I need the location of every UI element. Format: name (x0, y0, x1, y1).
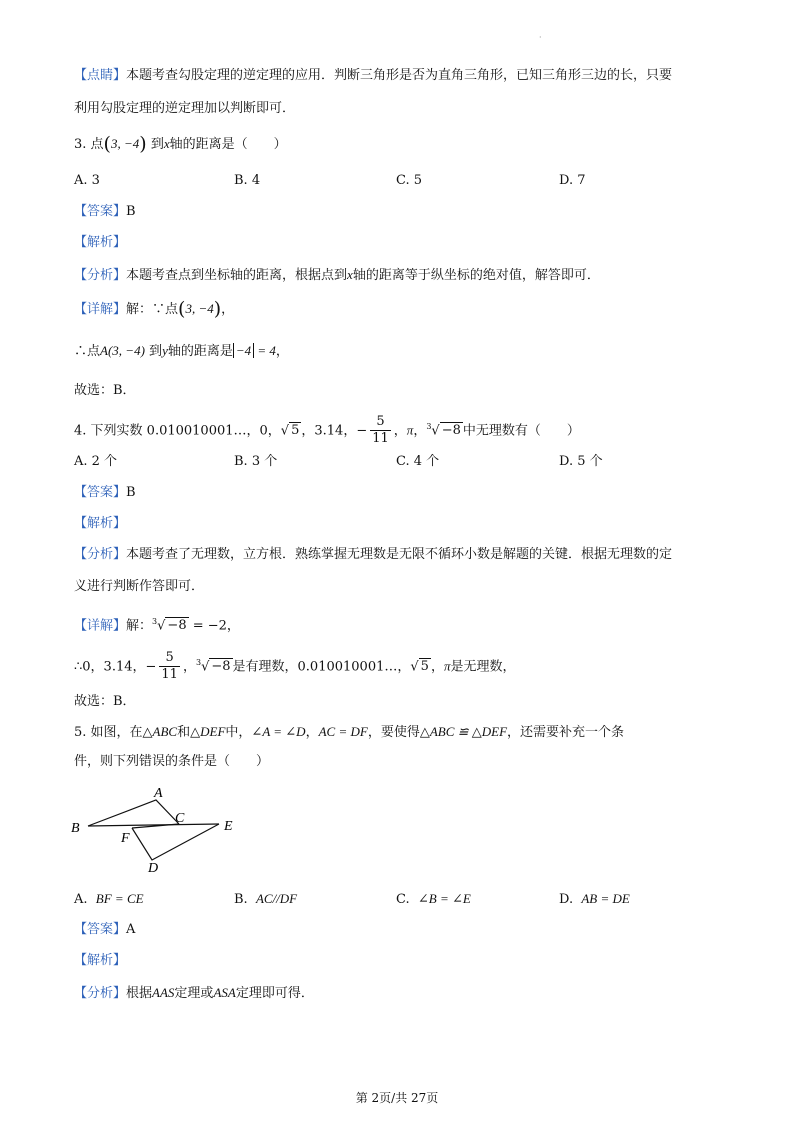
q4-option-c: C. 4 个 (396, 454, 440, 469)
label-c: C (175, 811, 185, 826)
q4-conclusion: ∴0，3.14，− $\frac{5}{11}$ ，$^3$√ −8 是有理数，0.010010001…，√ 5 ，π是无理数， (74, 650, 516, 683)
q3-fenxi: 【分析】本题考查点到坐标轴的距离，根据点到x轴的距离等于纵坐标的绝对值，解答即可． (74, 267, 600, 283)
q5-stem-line1: 5. 如图，在△ABC和△DEF中，∠A = ∠D，AC = DF，要使得△ABC ≌ △DEF，还需要补充一个条 (74, 724, 625, 740)
label-a: A (154, 786, 163, 801)
q3-option-a: A. 3 (74, 173, 100, 188)
q5-analysis-tag: 【解析】 (74, 953, 127, 968)
q3-conclusion: ∴点A(3, −4) 到y轴的距离是 −4 = 4， (74, 343, 289, 359)
q5-stem-line2: 件，则下列错误的条件是（ ） (74, 754, 270, 769)
label-b: B (71, 821, 80, 836)
q5-option-d: D. AB = DE (559, 891, 630, 907)
q4-choose: 故选：B． (74, 694, 136, 709)
q4-analysis-tag: 【解析】 (74, 516, 127, 531)
triangle-def-sides (132, 824, 219, 860)
q4-stem: 4. 下列实数 0.010010001…，0，√ 5 ，3.14，− $\frac{5}{11}$ ，π，$^3$√ −8 中无理数有（ ） (74, 414, 580, 447)
q4-fenxi-line1: 【分析】本题考查了无理数，立方根．熟练掌握无理数是无限不循环小数是解题的关键．根据无理数的定 (74, 547, 673, 562)
q4-option-b: B. 3 个 (234, 454, 278, 469)
q3-option-c: C. 5 (396, 173, 423, 188)
q3-xiangjie: 【详解】解：∵点(3, −4)， (74, 298, 235, 320)
q3-analysis-tag: 【解析】 (74, 235, 127, 250)
q3-stem: 3. 点(3, −4) 到x轴的距离是（ ） (74, 133, 287, 155)
label-f: F (121, 831, 130, 846)
q4-answer: 【答案】B (74, 485, 136, 500)
q5-answer: 【答案】A (74, 922, 136, 937)
triangle-abc-sides (88, 800, 179, 826)
label-d: D (148, 861, 159, 876)
q5-fenxi: 【分析】根据AAS定理或ASA定理即可得． (74, 985, 314, 1001)
remark-tag: 【点睛】 (74, 68, 127, 83)
q4-option-d: D. 5 个 (559, 454, 603, 469)
triangle-diagram (68, 784, 248, 880)
q5-option-b: B. AC//DF (234, 891, 298, 907)
corner-mark: · (539, 33, 542, 42)
label-e: E (224, 819, 233, 834)
q3-option-b: B. 4 (234, 173, 261, 188)
q4-fenxi-line2: 义进行判断作答即可． (74, 579, 205, 594)
q4-xiangjie: 【详解】解：$^3$√ −8 = −2， (74, 617, 240, 634)
q3-answer: 【答案】B (74, 204, 136, 219)
q4-option-a: A. 2 个 (74, 454, 118, 469)
q3-choose: 故选：B． (74, 383, 136, 398)
q3-option-d: D. 7 (559, 173, 586, 188)
prev-remark-line1: 【点睛】本题考查勾股定理的逆定理的应用．判断三角形是否为直角三角形，已知三角形三边的长，只要 (74, 68, 673, 83)
q5-option-c: C. ∠B = ∠E (396, 891, 471, 907)
page-footer: 第 2页/共 27页 (355, 1091, 439, 1105)
prev-remark-line2: 利用勾股定理的逆定理加以判断即可． (74, 101, 296, 116)
q5-option-a: A. BF = CE (74, 891, 144, 907)
